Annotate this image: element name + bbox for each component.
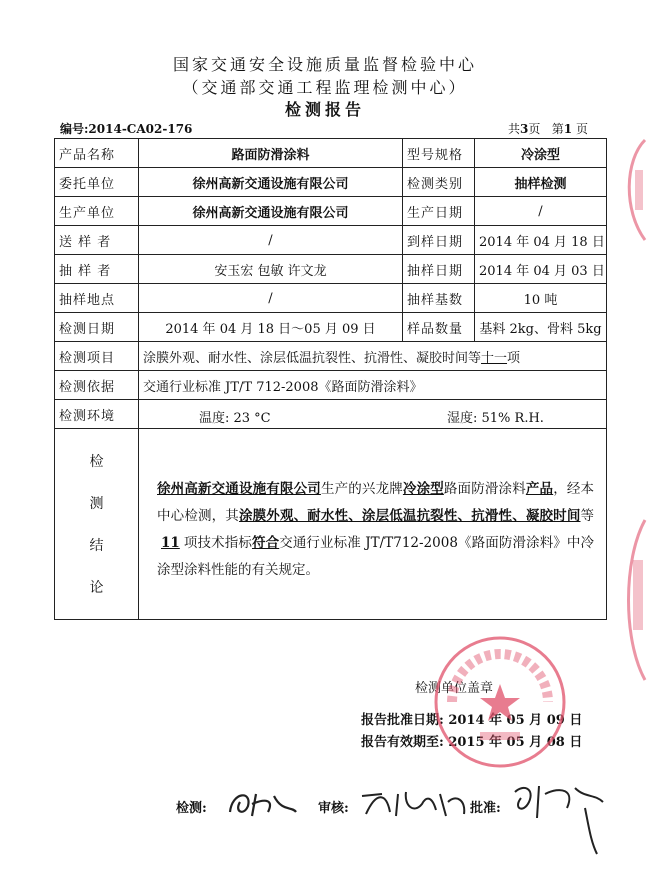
sample-quantity: 基料 2kg、骨料 5kg bbox=[475, 313, 607, 342]
report-title: 检测报告 bbox=[284, 100, 365, 119]
seal-caption: 检测单位盖章 bbox=[415, 681, 494, 696]
field-label: 委托单位 bbox=[55, 168, 139, 197]
official-seal-icon bbox=[430, 632, 570, 772]
samplers: 安玉宏 包敏 许文龙 bbox=[139, 255, 403, 284]
field-label: 抽 样 者 bbox=[55, 255, 139, 284]
page-info: 共3页 第1 页 bbox=[507, 122, 588, 136]
client-unit: 徐州高新交通设施有限公司 bbox=[139, 168, 403, 197]
table-row bbox=[55, 342, 607, 371]
reviewer-label: 审核: bbox=[318, 801, 349, 816]
test-dates: 2014 年 04 月 18 日～05 月 09 日 bbox=[139, 313, 403, 342]
field-label: 生产日期 bbox=[403, 197, 475, 226]
field-label: 检测日期 bbox=[55, 313, 139, 342]
arrival-date: 2014 年 04 月 18 日 bbox=[475, 226, 607, 255]
humidity: 湿度: 51% R.H. bbox=[447, 411, 544, 426]
table-row bbox=[55, 197, 607, 226]
sampling-date: 2014 年 04 月 03 日 bbox=[475, 255, 607, 284]
sender: / bbox=[139, 226, 403, 255]
approver-label: 批准: bbox=[470, 801, 501, 816]
title-center: 国家交通安全设施质量监督检验中心 bbox=[172, 55, 477, 74]
test-category: 抽样检测 bbox=[475, 168, 607, 197]
field-label: 生产单位 bbox=[55, 197, 139, 226]
field-label: 抽样地点 bbox=[55, 284, 139, 313]
field-label: 检测依据 bbox=[55, 371, 139, 400]
field-label: 送 样 者 bbox=[55, 226, 139, 255]
report-table bbox=[54, 138, 607, 750]
field-label: 样品数量 bbox=[403, 313, 475, 342]
conclusion-cell bbox=[139, 429, 607, 750]
field-label: 检测类别 bbox=[403, 168, 475, 197]
table-row bbox=[55, 226, 607, 255]
report-number: 编号:2014-CA02-176 bbox=[60, 122, 193, 136]
model-spec: 冷涂型 bbox=[475, 139, 607, 168]
field-label: 到样日期 bbox=[403, 226, 475, 255]
temperature: 温度: 23 °C bbox=[199, 411, 271, 426]
item-count: 十一 bbox=[481, 350, 508, 366]
field-label: 检测环境 bbox=[55, 400, 139, 429]
edge-seal-icon bbox=[615, 140, 650, 240]
table-row bbox=[55, 139, 607, 168]
field-label: 产品名称 bbox=[55, 139, 139, 168]
table-row bbox=[55, 429, 607, 620]
title-subcenter: （交通部交通工程监理检测中心） bbox=[182, 78, 468, 97]
field-label: 型号规格 bbox=[403, 139, 475, 168]
edge-seal-icon bbox=[615, 520, 650, 680]
product-name: 路面防滑涂料 bbox=[139, 139, 403, 168]
field-label: 抽样日期 bbox=[403, 255, 475, 284]
inspector-label: 检测: bbox=[176, 801, 207, 816]
approver-signature bbox=[505, 778, 615, 858]
sampling-base: 10 吨 bbox=[475, 284, 607, 313]
sampling-location: / bbox=[139, 284, 403, 313]
field-label: 检测项目 bbox=[55, 342, 139, 371]
conclusion-label: 检 测 结 论 bbox=[55, 429, 139, 620]
table-row bbox=[55, 400, 607, 429]
conclusion-text: 徐州高新交通设施有限公司生产的兴龙牌冷涂型路面防滑涂料产品，经本中心检测，其涂膜外观、耐水性、涂层低温抗裂性、抗滑性、凝胶时间等11 项技术指标符合交通行业标准 JT/T712-2008《路面防滑涂料》中冷涂型涂料性能的有关规定。 bbox=[157, 481, 595, 578]
test-items: 涂膜外观、耐水性、涂层低温抗裂性、抗滑性、凝胶时间等十一项 bbox=[139, 342, 607, 371]
approval-date: 报告批准日期: 2014 年 05 月 09 日 bbox=[361, 713, 583, 728]
reviewer-signature bbox=[356, 784, 476, 820]
production-date: / bbox=[475, 197, 607, 226]
table-row bbox=[55, 168, 607, 197]
inspector-signature bbox=[222, 782, 302, 822]
test-environment bbox=[139, 400, 607, 429]
table-row bbox=[55, 284, 607, 313]
production-unit: 徐州高新交通设施有限公司 bbox=[139, 197, 403, 226]
table-row bbox=[55, 255, 607, 284]
test-basis: 交通行业标准 JT/T 712-2008《路面防滑涂料》 bbox=[139, 371, 607, 400]
table-row bbox=[55, 313, 607, 342]
field-label: 抽样基数 bbox=[403, 284, 475, 313]
table-row bbox=[55, 371, 607, 400]
validity-date: 报告有效期至: 2015 年 05 月 08 日 bbox=[361, 735, 583, 750]
